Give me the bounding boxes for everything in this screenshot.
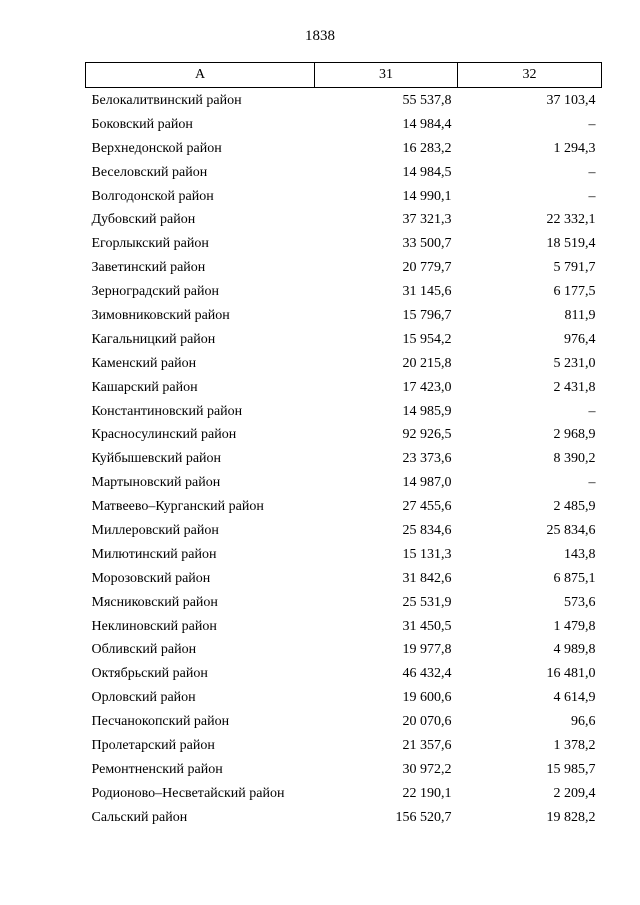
table-row — [86, 423, 602, 447]
value-32-cell: 1 479,8 — [553, 618, 596, 634]
value-32-cell: – — [588, 188, 596, 204]
table-row — [86, 137, 602, 161]
value-32-cell: – — [588, 116, 596, 132]
table-row — [86, 256, 602, 280]
district-name-cell: Мясниковский район — [91, 594, 218, 610]
district-name-cell: Егорлыкский район — [91, 236, 209, 252]
table-row — [86, 304, 602, 328]
value-31-cell: 15 131,3 — [402, 546, 452, 562]
table-header — [86, 63, 602, 88]
district-name-cell: Ремонтненский район — [91, 761, 223, 777]
column-header-a: А — [86, 63, 315, 88]
district-name-cell: Неклиновский район — [91, 618, 217, 634]
budget-table — [85, 62, 602, 830]
table-row — [86, 328, 602, 352]
value-32-cell: 4 989,8 — [553, 642, 596, 658]
value-32-cell: 5 231,0 — [553, 355, 596, 371]
district-name-cell: Боковский район — [91, 116, 193, 132]
value-31-cell: 27 455,6 — [402, 499, 452, 515]
value-31-cell: 15 796,7 — [402, 307, 452, 323]
district-name-cell: Зимовниковский район — [91, 307, 230, 323]
value-32-cell: 1 378,2 — [553, 737, 596, 753]
district-name-cell: Матвеево–Курганский район — [91, 499, 264, 515]
header-row — [86, 63, 602, 88]
table-row — [86, 232, 602, 256]
value-32-cell: 5 791,7 — [553, 260, 596, 276]
table-row — [86, 615, 602, 639]
value-32-cell: 6 177,5 — [553, 284, 596, 300]
value-32-cell: 15 985,7 — [546, 761, 596, 777]
value-32-cell: – — [588, 164, 596, 180]
value-31-cell: 20 215,8 — [402, 355, 452, 371]
district-name-cell: Мартыновский район — [91, 475, 221, 491]
value-31-cell: 19 600,6 — [402, 690, 452, 706]
value-31-cell: 14 984,5 — [402, 164, 452, 180]
value-31-cell: 31 450,5 — [402, 618, 452, 634]
district-name-cell: Кашарский район — [91, 379, 198, 395]
table-row — [86, 591, 602, 615]
column-header-32: 32 — [458, 63, 602, 88]
table-row — [86, 662, 602, 686]
district-name-cell: Милютинский район — [91, 546, 217, 562]
value-32-cell: – — [588, 403, 596, 419]
value-31-cell: 25 531,9 — [402, 594, 452, 610]
district-name-cell: Пролетарский район — [91, 737, 215, 753]
value-32-cell: 16 481,0 — [546, 666, 596, 682]
table-row — [86, 686, 602, 710]
district-name-cell: Константиновский район — [91, 403, 243, 419]
district-name-cell: Каменский район — [91, 355, 197, 371]
table-row — [86, 543, 602, 567]
value-31-cell: 30 972,2 — [402, 761, 452, 777]
table-row — [86, 280, 602, 304]
value-31-cell: 33 500,7 — [402, 236, 452, 252]
table-row — [86, 185, 602, 209]
value-31-cell: 15 954,2 — [402, 331, 452, 347]
value-31-cell: 14 984,4 — [402, 116, 452, 132]
table-row — [86, 113, 602, 137]
table-row — [86, 710, 602, 734]
value-31-cell: 16 283,2 — [402, 140, 452, 156]
value-31-cell: 46 432,4 — [402, 666, 452, 682]
value-31-cell: 17 423,0 — [402, 379, 452, 395]
value-31-cell: 31 145,6 — [402, 284, 452, 300]
table-row — [86, 376, 602, 400]
value-32-cell: 4 614,9 — [553, 690, 596, 706]
district-name-cell: Миллеровский район — [91, 522, 219, 538]
value-31-cell: 92 926,5 — [402, 427, 452, 443]
district-name-cell: Зерноградский район — [91, 284, 219, 300]
table-row — [86, 88, 602, 113]
value-31-cell: 22 190,1 — [402, 785, 452, 801]
value-31-cell: 14 985,9 — [402, 403, 452, 419]
value-31-cell: 31 842,6 — [402, 570, 452, 586]
table-body — [86, 88, 602, 830]
value-31-cell: 55 537,8 — [402, 92, 452, 108]
value-31-cell: 21 357,6 — [402, 737, 452, 753]
value-32-cell: 18 519,4 — [546, 236, 596, 252]
table-row — [86, 519, 602, 543]
value-32-cell: 6 875,1 — [553, 570, 596, 586]
district-name-cell: Дубовский район — [91, 212, 196, 228]
value-32-cell: – — [588, 475, 596, 491]
value-31-cell: 23 373,6 — [402, 451, 452, 467]
district-name-cell: Красносулинский район — [91, 427, 237, 443]
value-31-cell: 20 070,6 — [402, 714, 452, 730]
district-name-cell: Орловский район — [91, 690, 196, 706]
value-32-cell: 37 103,4 — [546, 92, 596, 108]
value-32-cell: 8 390,2 — [553, 451, 596, 467]
district-name-cell: Заветинский район — [91, 260, 206, 276]
district-name-cell: Обливский район — [91, 642, 197, 658]
value-32-cell: 976,4 — [564, 331, 596, 347]
table-row — [86, 806, 602, 830]
table-row — [86, 161, 602, 185]
value-32-cell: 96,6 — [571, 714, 596, 730]
value-31-cell: 14 990,1 — [402, 188, 452, 204]
page-number: 1838 — [305, 28, 335, 44]
value-32-cell: 2 485,9 — [553, 499, 596, 515]
district-name-cell: Морозовский район — [91, 570, 211, 586]
table-row — [86, 638, 602, 662]
district-name-cell: Октябрьский район — [91, 666, 208, 682]
value-32-cell: 2 968,9 — [553, 427, 596, 443]
table-row — [86, 471, 602, 495]
value-32-cell: 811,9 — [564, 307, 596, 323]
value-32-cell: 2 431,8 — [553, 379, 596, 395]
district-name-cell: Кагальницкий район — [91, 331, 216, 347]
table-row — [86, 567, 602, 591]
value-32-cell: 2 209,4 — [553, 785, 596, 801]
table-row — [86, 495, 602, 519]
district-name-cell: Куйбышевский район — [91, 451, 222, 467]
district-name-cell: Веселовский район — [91, 164, 208, 180]
value-31-cell: 14 987,0 — [402, 475, 452, 491]
value-32-cell: 22 332,1 — [546, 212, 596, 228]
value-32-cell: 573,6 — [564, 594, 596, 610]
table-row — [86, 400, 602, 424]
value-31-cell: 156 520,7 — [395, 809, 452, 825]
district-name-cell: Сальский район — [91, 809, 188, 825]
value-31-cell: 37 321,3 — [402, 212, 452, 228]
district-name-cell: Песчанокопский район — [91, 714, 230, 730]
table-row — [86, 782, 602, 806]
district-name-cell: Волгодонской район — [91, 188, 214, 204]
value-31-cell: 25 834,6 — [402, 522, 452, 538]
value-32-cell: 19 828,2 — [546, 809, 596, 825]
district-name-cell: Родионово–Несветайский район — [91, 785, 285, 801]
value-31-cell: 20 779,7 — [402, 260, 452, 276]
district-name-cell: Верхнедонской район — [91, 140, 222, 156]
table-row — [86, 208, 602, 232]
table-row — [86, 734, 602, 758]
column-header-31: 31 — [315, 63, 458, 88]
table-row — [86, 447, 602, 471]
value-32-cell: 25 834,6 — [546, 522, 596, 538]
table-row — [86, 758, 602, 782]
value-32-cell: 143,8 — [564, 546, 596, 562]
district-name-cell: Белокалитвинский район — [91, 92, 242, 108]
table-row — [86, 352, 602, 376]
value-31-cell: 19 977,8 — [402, 642, 452, 658]
value-32-cell: 1 294,3 — [553, 140, 596, 156]
